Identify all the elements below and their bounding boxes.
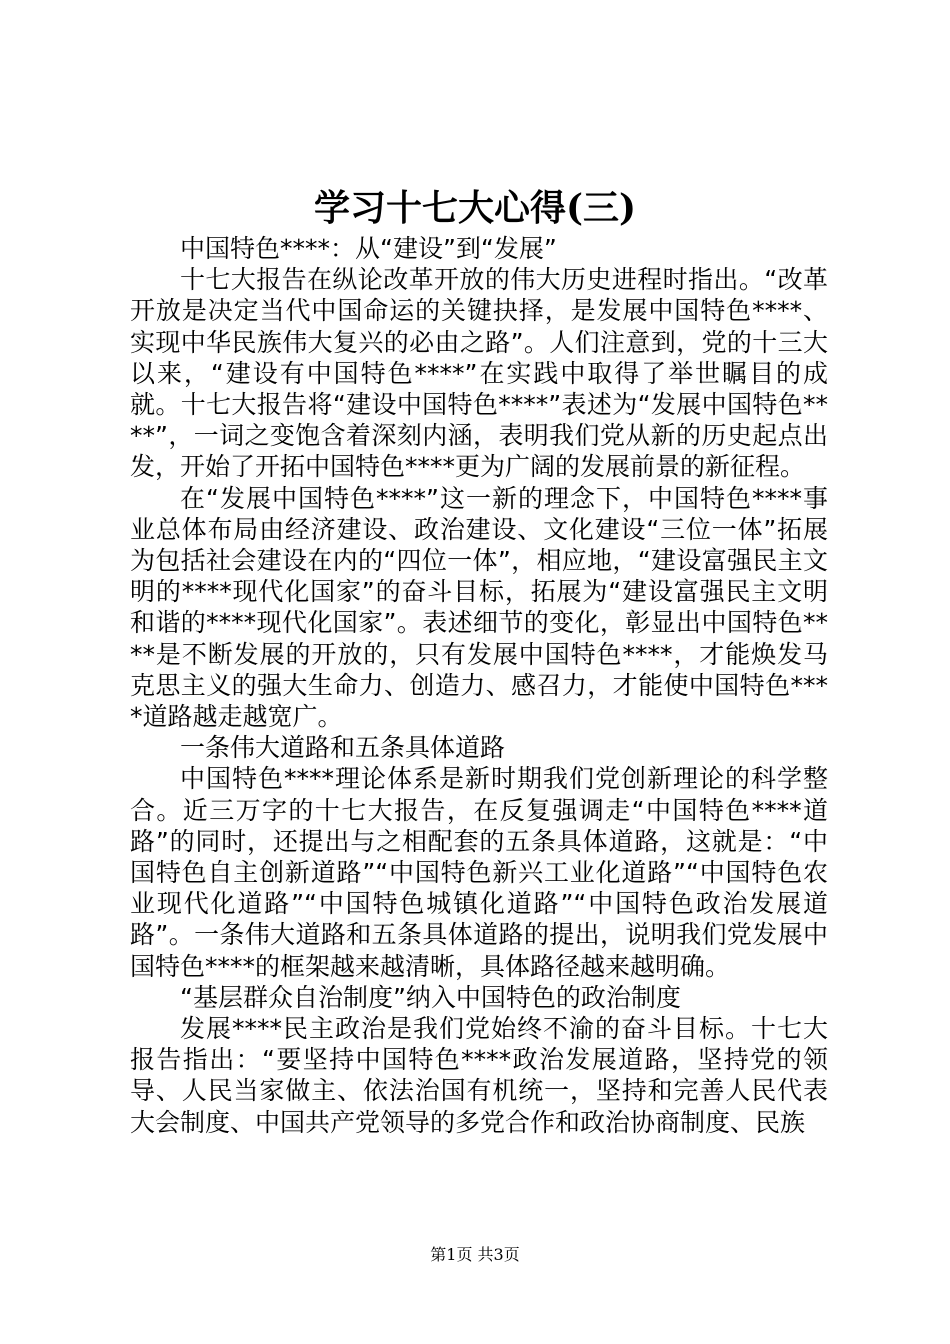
section-heading: “基层群众自治制度”纳入中国特色的政治制度 (180, 982, 681, 1012)
page-number-footer: 第1页 共3页 (430, 1245, 520, 1264)
body-paragraph: 在“发展中国特色****”这一新的理念下，中国特色****事业总体布局由经济建设、政治建设、文化建设“三位一体”拓展为包括社会建设在内的“四位一体”，相应地，“建设富强民主文明的****现代化国家”的奋斗目标，拓展为“建设富强民主文明和谐的****现代化国家”。表述细节的变化，彰显出中国特色****是不断发展的开放的，只有发展中国特色****，才能焕发马克思主义的强大生命力、创造力、感召力，才能使中国特色****道路越走越宽广。 (130, 483, 828, 732)
body-paragraph: 发展****民主政治是我们党始终不渝的奋斗目标。十七大报告指出：“要坚持中国特色****政治发展道路，坚持党的领导、人民当家做主、依法治国有机统一，坚持和完善人民代表大会制度、中国共产党领导的多党合作和政治协商制度、民族 (130, 1014, 828, 1137)
body-paragraph: 十七大报告在纵论改革开放的伟大历史进程时指出。“改革开放是决定当代中国命运的关键抉择，是发展中国特色****、实现中华民族伟大复兴的必由之路”。人们注意到，党的十三大以来，“建设有中国特色****”在实践中取得了举世瞩目的成就。十七大报告将“建设中国特色****”表述为“发展中国特色****”，一词之变饱含着深刻内涵，表明我们党从新的历史起点出发，开始了开拓中国特色****更为广阔的发展前景的新征程。 (130, 265, 828, 482)
body-paragraph: 中国特色****理论体系是新时期我们党创新理论的科学整合。近三万字的十七大报告，在反复强调走“中国特色****道路”的同时，还提出与之相配套的五条具体道路，这就是：“中国特色自主创新道路”“中国特色新兴工业化道路”“中国特色农业现代化道路”“中国特色城镇化道路”“中国特色政治发展道路”。一条伟大道路和五条具体道路的提出，说明我们党发展中国特色****的框架越来越清晰，具体路径越来越明确。 (130, 764, 828, 981)
section-heading: 中国特色****：从“建设”到“发展” (180, 234, 557, 263)
document-body (130, 233, 828, 1138)
section-heading: 一条伟大道路和五条具体道路 (180, 733, 506, 763)
document-title: 学习十七大心得(三) (313, 187, 637, 229)
